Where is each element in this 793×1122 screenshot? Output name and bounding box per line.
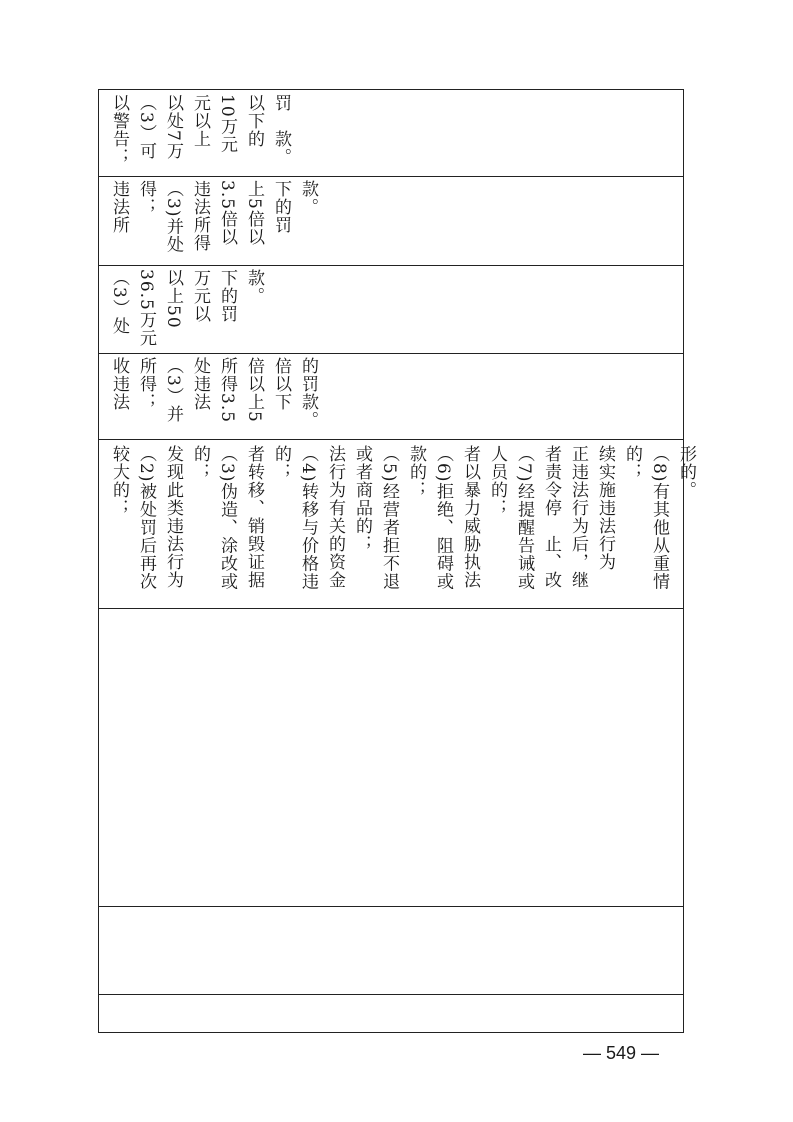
cell-line: 得； bbox=[136, 180, 156, 216]
cell-line: 所得3.5 bbox=[217, 357, 237, 424]
cell-line: 元以上 bbox=[190, 94, 210, 148]
regulation-table bbox=[98, 89, 696, 1033]
table-cell-2 bbox=[99, 180, 685, 262]
row-divider bbox=[99, 994, 683, 995]
cell-line: 倍以上5 bbox=[244, 357, 264, 423]
cell-line: 的； bbox=[271, 445, 291, 481]
cell-line: 续实施违法行为 bbox=[595, 445, 615, 571]
cell-line: 款。 bbox=[298, 180, 318, 216]
cell-line: （8)有其他从重情 bbox=[649, 445, 669, 591]
row-divider bbox=[99, 906, 683, 907]
cell-line: 10万元 bbox=[217, 94, 237, 154]
cell-line: 收违法 bbox=[109, 357, 129, 411]
cell-line: （6)拒绝、阻碍或 bbox=[433, 445, 453, 591]
cell-line: （2)被处罚后再次 bbox=[136, 445, 156, 591]
cell-line: （5)经营者拒不退 bbox=[379, 445, 399, 591]
cell-line: 或者商品的； bbox=[352, 445, 372, 553]
cell-line: 者责令停 止、改 bbox=[541, 445, 561, 589]
cell-line: 者转移、销毁证据 bbox=[244, 445, 264, 589]
table-cell-7 bbox=[99, 910, 685, 992]
cell-line: 以警告； bbox=[109, 94, 129, 166]
table-cell-6 bbox=[99, 613, 685, 903]
cell-line: （3）处 bbox=[109, 269, 129, 335]
row-divider bbox=[99, 176, 683, 177]
table-cell-8 bbox=[99, 998, 685, 1030]
cell-line: 36.5万元 bbox=[136, 269, 156, 347]
cell-line: 上5倍以 bbox=[244, 180, 264, 246]
cell-line: 万元以 bbox=[190, 269, 210, 323]
cell-line: 的； bbox=[190, 445, 210, 481]
cell-line: 法行为有关的资金 bbox=[325, 445, 345, 589]
row-divider bbox=[99, 353, 683, 354]
cell-line: 的罚款。 bbox=[298, 357, 318, 429]
table-cell-3 bbox=[99, 269, 685, 351]
cell-line: 下的罚 bbox=[271, 180, 291, 234]
cell-line: 所得； bbox=[136, 357, 156, 411]
cell-line: 正违法行为后，继 bbox=[568, 445, 588, 589]
table-cell-4 bbox=[99, 357, 685, 437]
row-divider bbox=[99, 265, 683, 266]
cell-line: 形的。 bbox=[676, 445, 696, 499]
cell-line: 违法所 bbox=[109, 180, 129, 234]
cell-line: 的； bbox=[622, 445, 642, 481]
cell-line: （3）并 bbox=[163, 357, 183, 423]
cell-line: 以处7万 bbox=[163, 94, 183, 160]
cell-line: 款的； bbox=[406, 445, 426, 499]
cell-line: 以下的 bbox=[244, 94, 264, 148]
cell-line: 违法所得 bbox=[190, 180, 210, 252]
cell-line: （3）可 bbox=[136, 94, 156, 160]
cell-line: 罚 款。 bbox=[271, 94, 291, 166]
cell-line: 处违法 bbox=[190, 357, 210, 411]
cell-line: （4)转移与价格违 bbox=[298, 445, 318, 591]
row-divider bbox=[99, 439, 683, 440]
cell-line: 发现此类违法行为 bbox=[163, 445, 183, 589]
cell-line: （3)伪造、涂改或 bbox=[217, 445, 237, 591]
table-cell-1 bbox=[99, 94, 685, 174]
cell-line: 人员的； bbox=[487, 445, 507, 517]
table-cell-5 bbox=[99, 445, 696, 605]
row-divider bbox=[99, 608, 683, 609]
cell-line: 较大的； bbox=[109, 445, 129, 517]
cell-line: 者以暴力威胁执法 bbox=[460, 445, 480, 589]
cell-line: 下的罚 bbox=[217, 269, 237, 323]
cell-line: 倍以下 bbox=[271, 357, 291, 411]
cell-line: （3)并处 bbox=[163, 180, 183, 254]
cell-line: 3.5倍以 bbox=[217, 180, 237, 247]
cell-line: 款。 bbox=[244, 269, 264, 305]
cell-line: 以上50 bbox=[163, 269, 183, 329]
cell-line: （7)经提醒告诫或 bbox=[514, 445, 534, 591]
page-number: — 549 — bbox=[583, 1043, 660, 1063]
